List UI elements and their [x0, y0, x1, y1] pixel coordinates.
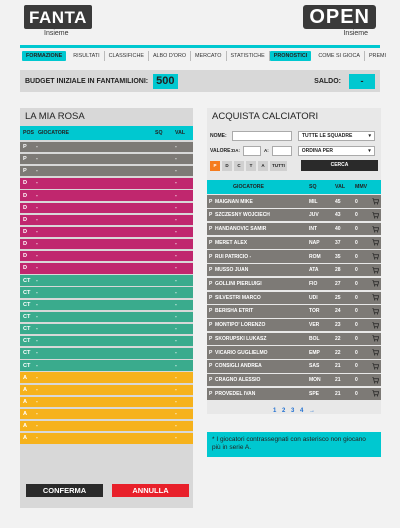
- rosa-row-name: -: [36, 289, 38, 296]
- market-row-sq: VER: [309, 322, 320, 329]
- chevron-down-icon: ▾: [368, 132, 371, 139]
- fanta-logo[interactable]: [24, 5, 92, 37]
- market-row-val: 43: [335, 212, 341, 219]
- acquista-panel: [207, 108, 381, 414]
- rosa-row[interactable]: [20, 263, 193, 273]
- cart-icon[interactable]: [369, 308, 381, 315]
- market-row-sq: UDI: [309, 294, 318, 301]
- nav-item-classifiche[interactable]: CLASSIFICHE: [105, 51, 149, 61]
- cerca-button[interactable]: CERCA: [301, 160, 378, 171]
- market-table: [207, 180, 381, 400]
- rosa-row-val: -: [175, 253, 177, 260]
- rosa-row-val: -: [175, 168, 177, 175]
- market-row-name: PROVEDEL IVAN: [215, 390, 256, 397]
- rosa-row-name: -: [36, 277, 38, 284]
- rosa-row-val: -: [175, 338, 177, 345]
- cart-icon[interactable]: [369, 226, 381, 233]
- market-row[interactable]: [207, 250, 381, 262]
- market-row-val: 28: [335, 267, 341, 274]
- rosa-row-role: D: [23, 216, 28, 223]
- rosa-row-val: -: [175, 216, 177, 223]
- market-row-mmv: 0: [355, 212, 358, 219]
- role-filter: [210, 160, 378, 171]
- market-row-role: P: [209, 226, 213, 233]
- rosa-row-name: -: [36, 265, 38, 272]
- rosa-row-name: -: [36, 228, 38, 235]
- da-label: DA:: [232, 148, 240, 153]
- market-row-mmv: 0: [355, 349, 358, 356]
- cart-icon[interactable]: [369, 198, 381, 205]
- rosa-row-val: -: [175, 180, 177, 187]
- market-row[interactable]: [207, 333, 381, 345]
- role-filter-d[interactable]: D: [222, 161, 232, 171]
- saldo-label: SALDO:: [314, 77, 341, 85]
- rosa-row-name: -: [36, 398, 38, 405]
- rosa-row-val: -: [175, 386, 177, 393]
- market-row[interactable]: [207, 264, 381, 276]
- market-row-val: 21: [335, 377, 341, 384]
- rosa-row-val: -: [175, 435, 177, 442]
- cart-icon[interactable]: [369, 377, 381, 384]
- market-row-name: CONSIGLI ANDREA: [215, 363, 262, 370]
- rosa-row[interactable]: [20, 178, 193, 188]
- market-row-role: P: [209, 335, 213, 342]
- rosa-row[interactable]: [20, 142, 193, 152]
- market-list: [207, 195, 381, 400]
- rosa-row[interactable]: [20, 287, 193, 297]
- rosa-row-val: -: [175, 204, 177, 211]
- market-row[interactable]: [207, 305, 381, 317]
- nav-item-formazione[interactable]: FORMAZIONE: [22, 51, 66, 61]
- rosa-actions: [26, 484, 189, 497]
- market-row-role: P: [209, 308, 213, 315]
- market-row-name: BERISHA ETRIT: [215, 308, 254, 315]
- market-row-name: SZCZESNY WOJCIECH: [215, 212, 270, 219]
- rosa-row-name: -: [36, 350, 38, 357]
- rosa-row-name: -: [36, 204, 38, 211]
- rosa-row[interactable]: [20, 372, 193, 382]
- role-filter-c[interactable]: C: [234, 161, 244, 171]
- market-row-role: P: [209, 377, 213, 384]
- rosa-row-name: -: [36, 253, 38, 260]
- role-filter-p[interactable]: P: [210, 161, 220, 171]
- rosa-row-val: -: [175, 277, 177, 284]
- rosa-row-name: -: [36, 143, 38, 150]
- rosa-row-role: D: [23, 253, 28, 260]
- rosa-row[interactable]: [20, 360, 193, 370]
- cancel-button[interactable]: ANNULLA: [112, 484, 189, 497]
- rosa-row-role: P: [23, 143, 27, 150]
- market-col-mmv: MMV: [355, 184, 368, 190]
- rosa-row-name: -: [36, 180, 38, 187]
- rosa-list: [20, 142, 193, 444]
- rosa-row-name: -: [36, 241, 38, 248]
- page-1[interactable]: 1: [272, 408, 277, 414]
- nome-label: NOME:: [210, 132, 227, 139]
- rosa-row-role: CT: [23, 326, 31, 333]
- rosa-row-name: -: [36, 362, 38, 369]
- market-row[interactable]: [207, 209, 381, 221]
- role-filter-t[interactable]: T: [246, 161, 256, 171]
- rosa-row-role: D: [23, 204, 28, 211]
- rosa-row-role: D: [23, 192, 28, 199]
- valore-a-input[interactable]: [272, 146, 292, 156]
- market-row-name: VICARIO GUGLIELMO: [215, 349, 268, 356]
- market-row-val: 24: [335, 308, 341, 315]
- rosa-row-name: -: [36, 411, 38, 418]
- market-row-mmv: 0: [355, 390, 358, 397]
- rosa-row-name: -: [36, 423, 38, 430]
- rosa-row-val: -: [175, 265, 177, 272]
- chevron-down-icon: ▾: [368, 147, 371, 154]
- pagination: [207, 408, 381, 414]
- cart-icon[interactable]: [369, 294, 381, 301]
- market-row-sq: EMP: [309, 349, 320, 356]
- market-row-role: P: [209, 239, 213, 246]
- acquista-title: ACQUISTA CALCIATORI: [212, 111, 319, 122]
- filter-row-valore: [210, 145, 378, 156]
- rosa-row-name: -: [36, 374, 38, 381]
- rosa-row[interactable]: [20, 324, 193, 334]
- fanta-logo-sub: Insieme: [44, 30, 69, 37]
- market-row-mmv: 0: [355, 377, 358, 384]
- market-row[interactable]: [207, 237, 381, 249]
- rosa-table-header: [20, 126, 193, 140]
- market-row-mmv: 0: [355, 198, 358, 205]
- market-row-mmv: 0: [355, 280, 358, 287]
- market-row-val: 21: [335, 363, 341, 370]
- rosa-row-role: P: [23, 168, 27, 175]
- market-row-role: P: [209, 280, 213, 287]
- rosa-row-role: A: [23, 423, 28, 430]
- rosa-row-val: -: [175, 289, 177, 296]
- rosa-row-role: A: [23, 374, 28, 381]
- market-row-sq: ATA: [309, 267, 319, 274]
- rosa-row[interactable]: [20, 166, 193, 176]
- market-row-val: 27: [335, 280, 341, 287]
- rosa-row-val: -: [175, 143, 177, 150]
- rosa-row-role: CT: [23, 289, 31, 296]
- market-row-sq: INT: [309, 226, 318, 233]
- nav-item-albo-doro[interactable]: ALBO D'ORO: [149, 51, 191, 61]
- rosa-row[interactable]: [20, 215, 193, 225]
- rosa-row-val: -: [175, 228, 177, 235]
- market-row-mmv: 0: [355, 226, 358, 233]
- nav-item-risultati[interactable]: RISULTATI: [69, 51, 104, 61]
- nav-item-come-si-gioca[interactable]: COME SI GIOCA: [314, 51, 365, 61]
- rosa-col-pos: POS: [23, 130, 34, 136]
- market-row-name: HANDANOVIC SAMIR: [215, 226, 267, 233]
- page-2[interactable]: 2: [281, 408, 286, 414]
- rosa-row[interactable]: [20, 154, 193, 164]
- page-3[interactable]: 3: [291, 408, 295, 414]
- ordina-select[interactable]: [298, 146, 375, 156]
- rosa-row-role: D: [23, 228, 28, 235]
- rosa-row[interactable]: [20, 348, 193, 358]
- rosa-row[interactable]: [20, 251, 193, 261]
- market-row[interactable]: [207, 374, 381, 386]
- rosa-row-role: A: [23, 398, 28, 405]
- main-nav: [22, 50, 387, 62]
- market-row-name: SILVESTRI MARCO: [215, 294, 261, 301]
- market-row[interactable]: [207, 278, 381, 290]
- market-row-mmv: 0: [355, 335, 358, 342]
- nav-item-mercato[interactable]: MERCATO: [191, 51, 226, 61]
- market-row-sq: MIL: [309, 198, 318, 205]
- market-row-role: P: [209, 212, 213, 219]
- market-row-val: 40: [335, 226, 341, 233]
- nav-item-premi[interactable]: PREMI: [368, 53, 387, 59]
- market-row-mmv: 0: [355, 308, 358, 315]
- open-logo[interactable]: [303, 5, 376, 37]
- cart-icon[interactable]: [369, 253, 381, 260]
- role-filter-a[interactable]: A: [258, 161, 268, 171]
- market-row-sq: TOR: [309, 308, 320, 315]
- rosa-row-val: -: [175, 192, 177, 199]
- rosa-row[interactable]: [20, 336, 193, 346]
- market-row-name: MUSSO JUAN: [215, 267, 249, 274]
- cart-icon[interactable]: [369, 239, 381, 246]
- market-row-val: 25: [335, 294, 341, 301]
- rosa-row[interactable]: [20, 300, 193, 310]
- market-row-mmv: 0: [355, 253, 358, 260]
- rosa-row-val: -: [175, 326, 177, 333]
- market-row-mmv: 0: [355, 322, 358, 329]
- rosa-row-role: CT: [23, 338, 31, 345]
- market-row-val: 37: [335, 239, 341, 246]
- filters: [207, 126, 381, 171]
- saldo-value: -: [349, 74, 375, 89]
- rosa-row-role: D: [23, 180, 28, 187]
- rosa-row-name: -: [36, 168, 38, 175]
- rosa-row-role: CT: [23, 277, 31, 284]
- rosa-col-sq: SQ: [155, 130, 163, 136]
- rosa-row-val: -: [175, 301, 177, 308]
- rosa-row-name: -: [36, 192, 38, 199]
- market-row-sq: FIO: [309, 280, 318, 287]
- rosa-row[interactable]: [20, 397, 193, 407]
- rosa-row[interactable]: [20, 312, 193, 322]
- market-row-sq: ROM: [309, 253, 321, 260]
- market-row-sq: MON: [309, 377, 321, 384]
- market-row-name: RUI PATRICIO -: [215, 253, 252, 260]
- rosa-row-val: -: [175, 156, 177, 163]
- rosa-row-role: A: [23, 435, 28, 442]
- squadre-select-value: TUTTE LE SQUADRE: [302, 132, 353, 139]
- cart-icon[interactable]: [369, 322, 381, 329]
- market-row-sq: NAP: [309, 239, 320, 246]
- market-row-role: P: [209, 198, 213, 205]
- market-row[interactable]: [207, 346, 381, 358]
- rosa-row[interactable]: [20, 275, 193, 285]
- rosa-row-role: CT: [23, 313, 31, 320]
- market-row-name: MAIGNAN MIKE: [215, 198, 253, 205]
- rosa-row-val: -: [175, 241, 177, 248]
- market-row-mmv: 0: [355, 267, 358, 274]
- market-row[interactable]: [207, 195, 381, 207]
- rosa-row-val: -: [175, 411, 177, 418]
- market-row-role: P: [209, 363, 213, 370]
- market-row-sq: JUV: [309, 212, 319, 219]
- rosa-row-name: -: [36, 338, 38, 345]
- market-row-mmv: 0: [355, 363, 358, 370]
- filter-row-nome: [210, 130, 378, 141]
- rosa-row[interactable]: [20, 203, 193, 213]
- rosa-row[interactable]: [20, 409, 193, 419]
- nav-item-pronostici[interactable]: PRONOSTICI: [270, 51, 312, 61]
- nav-item-statistiche[interactable]: STATISTICHE: [227, 51, 270, 61]
- market-row[interactable]: [207, 388, 381, 400]
- market-row-sq: BOL: [309, 335, 320, 342]
- market-row-name: MERET ALEX: [215, 239, 248, 246]
- rosa-row-val: -: [175, 374, 177, 381]
- rosa-row-role: CT: [23, 362, 31, 369]
- market-row-role: P: [209, 253, 213, 260]
- cart-icon[interactable]: [369, 280, 381, 287]
- rosa-row-role: D: [23, 265, 28, 272]
- valore-da-input[interactable]: [243, 146, 261, 156]
- market-col-sq: SQ: [309, 184, 317, 190]
- rosa-row[interactable]: [20, 385, 193, 395]
- valore-label: VALORE:: [210, 147, 233, 154]
- rosa-row-val: -: [175, 398, 177, 405]
- cart-icon[interactable]: [369, 349, 381, 356]
- rosa-row-val: -: [175, 423, 177, 430]
- rosa-row[interactable]: [20, 239, 193, 249]
- rosa-row-role: A: [23, 386, 28, 393]
- fanta-logo-text: FANTA: [24, 5, 92, 29]
- ordina-select-value: ORDINA PER: [301, 147, 333, 154]
- cart-icon[interactable]: [369, 335, 381, 342]
- market-row-mmv: 0: [355, 294, 358, 301]
- rosa-row-name: -: [36, 326, 38, 333]
- budget-label: BUDGET INIZIALE IN FANTAMILIONI:: [25, 77, 149, 85]
- rosa-col-val: VAL: [175, 130, 185, 136]
- rosa-row-name: -: [36, 313, 38, 320]
- rosa-title: LA MIA ROSA: [25, 111, 85, 122]
- market-row-sq: SPE: [309, 390, 320, 397]
- squadre-select[interactable]: [298, 131, 375, 141]
- rosa-row-name: -: [36, 386, 38, 393]
- market-row[interactable]: [207, 223, 381, 235]
- open-logo-sub: Insieme: [343, 30, 368, 37]
- rosa-row-role: P: [23, 156, 27, 163]
- cart-icon[interactable]: [369, 212, 381, 219]
- market-row-val: 22: [335, 335, 341, 342]
- budget-value: 500: [153, 74, 177, 89]
- market-row-val: 35: [335, 253, 341, 260]
- rosa-row-name: -: [36, 435, 38, 442]
- market-row-name: CRAGNO ALESSIO: [215, 377, 261, 384]
- budget-bar: [20, 70, 380, 92]
- market-row[interactable]: [207, 319, 381, 331]
- rosa-row[interactable]: [20, 190, 193, 200]
- nome-input[interactable]: [232, 131, 292, 141]
- market-row-val: 22: [335, 349, 341, 356]
- rosa-row[interactable]: [20, 227, 193, 237]
- market-row-role: P: [209, 349, 213, 356]
- next-page-arrow-icon[interactable]: →: [309, 408, 316, 414]
- a-label: A:: [264, 148, 269, 153]
- rosa-row-name: -: [36, 216, 38, 223]
- market-row-val: 23: [335, 322, 341, 329]
- market-col-giocatore: GIOCATORE: [233, 184, 264, 190]
- asterisk-note: * I giocatori contrassegnati con asterisco non giocano più in serie A.: [207, 432, 381, 457]
- market-row-val: 21: [335, 390, 341, 397]
- market-col-val: VAL: [335, 184, 345, 190]
- page-4[interactable]: 4: [300, 408, 304, 414]
- rosa-row-role: D: [23, 241, 28, 248]
- confirm-button[interactable]: CONFERMA: [26, 484, 103, 497]
- market-row[interactable]: [207, 292, 381, 304]
- market-table-header: [207, 180, 381, 194]
- rosa-row-name: -: [36, 301, 38, 308]
- cart-icon[interactable]: [369, 267, 381, 274]
- rosa-row[interactable]: [20, 421, 193, 431]
- rosa-row-val: -: [175, 350, 177, 357]
- rosa-row-role: CT: [23, 301, 31, 308]
- market-row-role: P: [209, 267, 213, 274]
- rosa-col-giocatore: GIOCATORE: [38, 130, 69, 136]
- cart-icon[interactable]: [369, 390, 381, 397]
- rosa-row-role: CT: [23, 350, 31, 357]
- rosa-row-name: -: [36, 156, 38, 163]
- market-row-role: P: [209, 390, 213, 397]
- market-row-val: 45: [335, 198, 341, 205]
- rosa-panel: [20, 108, 193, 508]
- rosa-row-role: A: [23, 411, 28, 418]
- cart-icon[interactable]: [369, 363, 381, 370]
- market-row-name: GOLLINI PIERLUIGI: [215, 280, 262, 287]
- market-row-mmv: 0: [355, 239, 358, 246]
- role-filter-tutti[interactable]: TUTTI: [270, 161, 287, 171]
- market-row-role: P: [209, 322, 213, 329]
- header-accent-bar: [20, 45, 380, 48]
- market-row-role: P: [209, 294, 213, 301]
- market-row-name: SKORUPSKI LUKASZ: [215, 335, 267, 342]
- market-row-sq: SAS: [309, 363, 320, 370]
- rosa-row[interactable]: [20, 433, 193, 443]
- market-row-name: MONTIPO' LORENZO: [215, 322, 266, 329]
- rosa-row-val: -: [175, 362, 177, 369]
- open-logo-text: OPEN: [303, 5, 376, 29]
- rosa-row-val: -: [175, 313, 177, 320]
- market-row[interactable]: [207, 360, 381, 372]
